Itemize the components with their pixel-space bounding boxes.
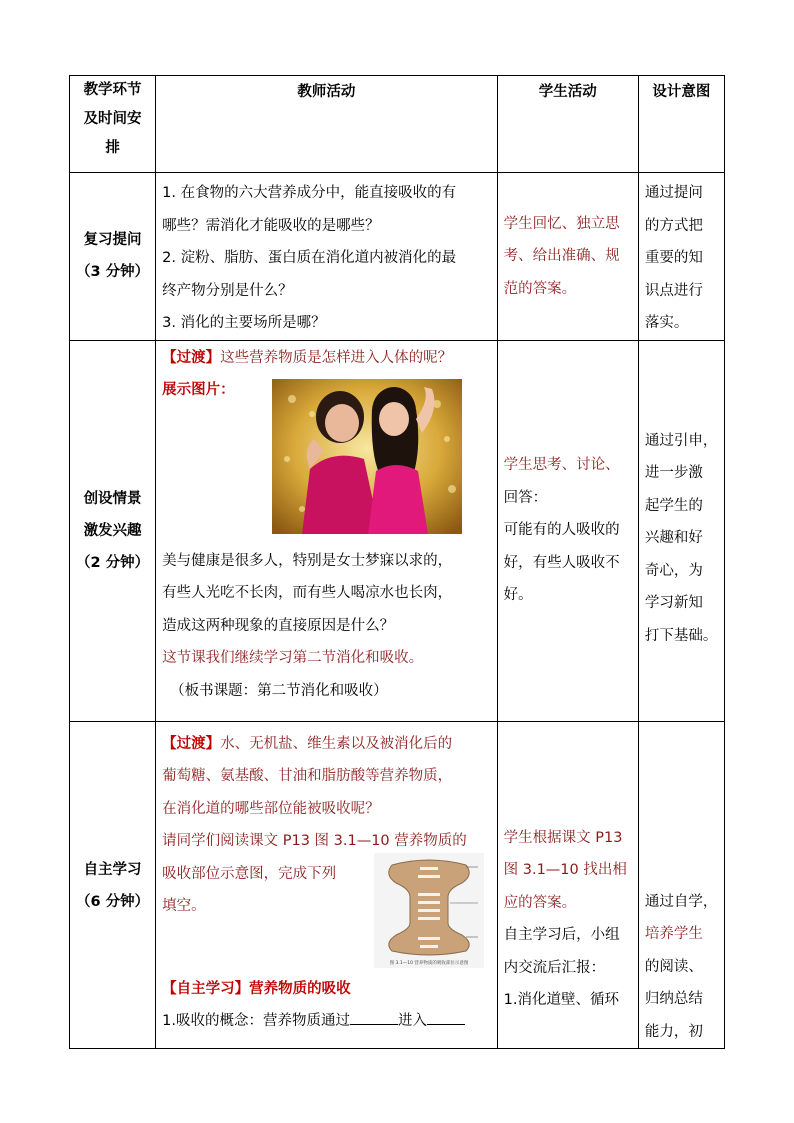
self-study-section-title: 【自主学习】营养物质的吸收 xyxy=(162,980,351,997)
two-women-photo xyxy=(272,379,462,534)
lesson-plan-table xyxy=(69,75,725,1049)
read-instruction-block: 请同学们阅读课文 P13 图 3.1—10 营养物质的 吸收部位示意图，完成下列 填空。 图 3.1—10 营养物质的吸收部位示意图 xyxy=(162,825,493,923)
self-study-teacher: 【过渡】水、无机盐、维生素以及被消化后的 葡萄糖、氨基酸、甘油和脂肪酸等营养物质， 在消化道的哪些部位能被吸收呢？ 请同学们阅读课文 P13 图 3.1—10 营养物质的 吸收部位示意图，完成下列 填空。 图 3.1—10 营养物质的吸收部位示意图 【自主学习】营养物质的吸收 1.吸收的概念：营养物质通过 进入 xyxy=(156,721,498,1049)
lesson-intro: 这节课我们继续学习第二节消化和吸收。 xyxy=(162,650,424,666)
blank-2[interactable] xyxy=(427,1006,465,1025)
scenario-stage: 创设情景 激发兴趣 （2 分钟） xyxy=(70,340,156,721)
self-study-intent: 通过自学， 培养学生 的阅读、 归纳总结 能力，初 xyxy=(638,721,724,1049)
review-student: 学生回忆、独立思 考、给出准确、规 范的答案。 xyxy=(497,173,638,341)
photo-container xyxy=(162,379,493,537)
header-intent: 设计意图 xyxy=(638,76,724,173)
diagram-caption: 图 3.1—10 营养物质的吸收部位示意图 xyxy=(389,961,469,966)
blank-1[interactable] xyxy=(350,1006,398,1025)
absorption-diagram-graphic xyxy=(374,853,484,968)
scenario-intent: 通过引申， 进一步激 起学生的 兴趣和好 奇心，为 学习新知 打下基础。 xyxy=(638,340,724,721)
absorb-concept-line: 1.吸收的概念：营养物质通过 进入 xyxy=(162,1005,493,1038)
header-student: 学生活动 xyxy=(497,76,638,173)
scenario-teacher: 【过渡】这些营养物质是怎样进入人体的呢？ 展示图片： 美与健康是很多人，特别是女士梦寐以求的， 有些人光吃不长肉，而有些人喝凉水也长肉， 造成这两种现象的直接原因是什么？ 这节课我们继续学习第二节消化和吸收。 （板书课题：第二节消化和吸收） xyxy=(156,340,498,721)
header-teacher: 教师活动 xyxy=(156,76,498,173)
self-study-stage: 自主学习 （6 分钟） xyxy=(70,721,156,1049)
header-stage: 教学环节 及时间安 排 xyxy=(70,76,156,173)
transition-tag-2: 【过渡】 xyxy=(162,735,221,752)
show-picture-label: 展示图片： xyxy=(162,382,235,398)
review-stage: 复习提问 （3 分钟） xyxy=(70,173,156,341)
absorption-diagram xyxy=(374,853,484,968)
row-review xyxy=(70,173,725,341)
scenario-student: 学生思考、讨论、 回答： 可能有的人吸收的 好，有些人吸收不 好。 xyxy=(497,340,638,721)
board-title: （板书课题：第二节消化和吸收） xyxy=(170,682,388,699)
self-study-student: 学生根据课文 P13 图 3.1—10 找出相 应的答案。 自主学习后，小组 内交流后汇报： 1.消化道壁、循环 xyxy=(497,721,638,1049)
row-self-study xyxy=(70,721,725,1049)
row-scenario xyxy=(70,340,725,721)
review-intent: 通过提问 的方式把 重要的知 识点进行 落实。 xyxy=(638,173,724,341)
transition-text: 这些营养物质是怎样进入人体的呢？ xyxy=(220,349,453,366)
header-row xyxy=(70,76,725,173)
photo-illustration xyxy=(272,379,462,534)
transition-tag: 【过渡】 xyxy=(162,349,221,366)
review-teacher: 1. 在食物的六大营养成分中，能直接吸收的有 哪些？需消化才能吸收的是哪些？ 2. 淀粉、脂肪、蛋白质在消化道内被消化的最 终产物分别是什么？ 3. 消化的主要场所是哪？ xyxy=(156,173,498,341)
